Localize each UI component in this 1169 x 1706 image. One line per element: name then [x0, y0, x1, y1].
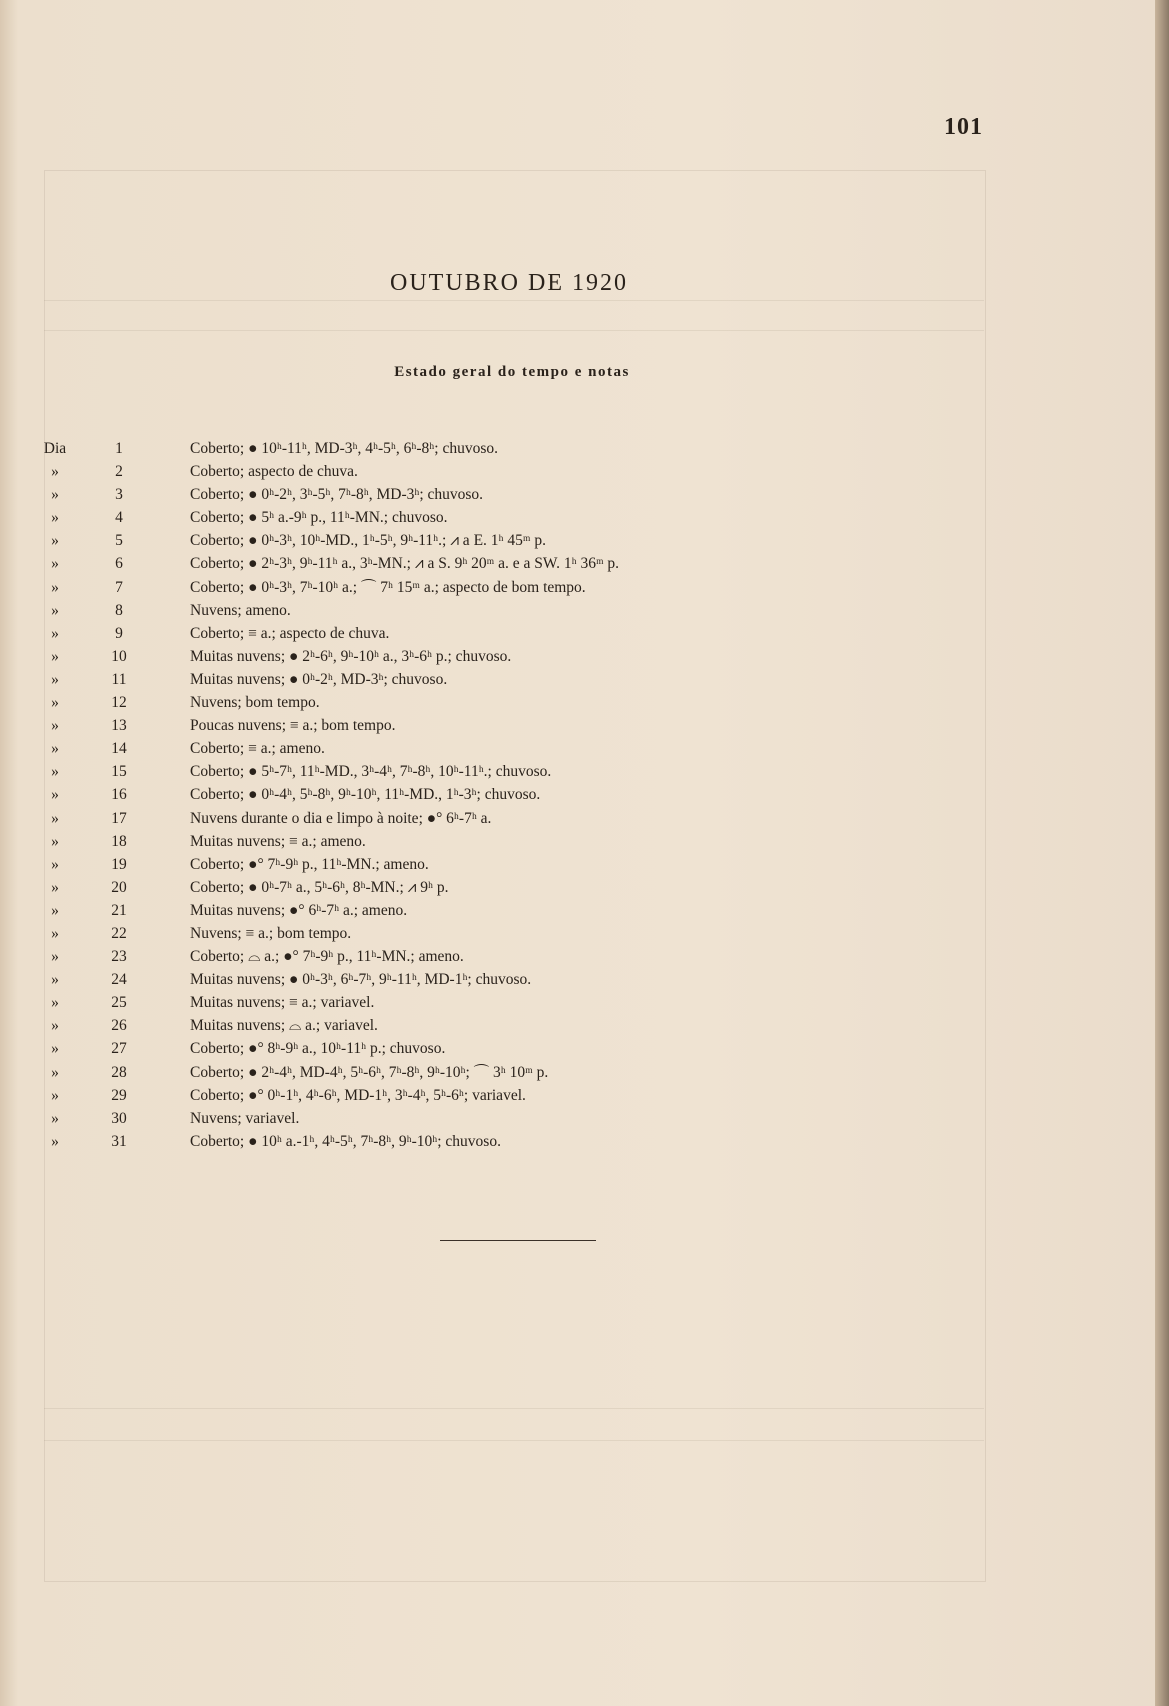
day-number: 23 [111, 948, 127, 966]
day-number: 18 [111, 832, 127, 850]
table-row [0, 783, 1169, 806]
day-number: 25 [111, 994, 127, 1012]
table-row [0, 645, 1169, 668]
weather-note: Coberto; ≡ a.; ameno. [190, 740, 325, 758]
page-number: 101 [944, 114, 983, 140]
day-number: 3 [115, 486, 123, 504]
ditto-mark: » [51, 1132, 59, 1150]
day-number: 2 [115, 463, 123, 481]
weather-note: Coberto; ● 0ʰ-7ʰ a., 5ʰ-6ʰ, 8ʰ-MN.; ⩘ 9ʰ p. [190, 878, 449, 896]
weather-note: Coberto; ● 5ʰ a.-9ʰ p., 11ʰ-MN.; chuvoso. [190, 509, 448, 527]
weather-note: Coberto; ● 5ʰ-7ʰ, 11ʰ-MD., 3ʰ-4ʰ, 7ʰ-8ʰ, 10ʰ-11ʰ.; chuvoso. [190, 763, 552, 781]
weather-note: Muitas nuvens; ⌓ a.; variavel. [190, 1017, 378, 1035]
ditto-mark: » [51, 1017, 59, 1035]
weather-note: Coberto; ● 0ʰ-3ʰ, 7ʰ-10ʰ a.; ⌒ 7ʰ 15ᵐ a.; aspecto de bom tempo. [190, 578, 586, 596]
weather-note: Muitas nuvens; ●° 6ʰ-7ʰ a.; ameno. [190, 901, 408, 919]
ditto-mark: » [51, 832, 59, 850]
table-row [0, 876, 1169, 899]
ditto-mark: » [51, 509, 59, 527]
weather-note: Coberto; ● 0ʰ-3ʰ, 10ʰ-MD., 1ʰ-5ʰ, 9ʰ-11ʰ.; ⩘ a E. 1ʰ 45ᵐ p. [190, 532, 546, 550]
day-number: 13 [111, 717, 127, 735]
day-number: 19 [111, 855, 127, 873]
weather-note: Muitas nuvens; ≡ a.; ameno. [190, 832, 366, 850]
table-row [0, 483, 1169, 506]
table-row [0, 737, 1169, 760]
day-number: 28 [111, 1063, 127, 1081]
table-row [0, 899, 1169, 922]
weather-note: Coberto; ●° 7ʰ-9ʰ p., 11ʰ-MN.; ameno. [190, 855, 429, 873]
day-number: 6 [115, 555, 123, 573]
ditto-mark: » [51, 717, 59, 735]
ditto-mark: » [51, 532, 59, 550]
weather-note: Coberto; ● 0ʰ-2ʰ, 3ʰ-5ʰ, 7ʰ-8ʰ, MD-3ʰ; chuvoso. [190, 486, 484, 504]
ditto-mark: » [51, 1063, 59, 1081]
table-row [0, 807, 1169, 830]
ditto-mark: » [51, 740, 59, 758]
day-number: 29 [111, 1086, 127, 1104]
weather-note: Nuvens; ≡ a.; bom tempo. [190, 924, 352, 942]
table-row [0, 437, 1169, 460]
bleed-through-line [44, 330, 984, 331]
ditto-mark: » [51, 1109, 59, 1127]
closing-rule [440, 1240, 596, 1241]
weather-note: Muitas nuvens; ≡ a.; variavel. [190, 994, 375, 1012]
weather-note: Coberto; ●° 0ʰ-1ʰ, 4ʰ-6ʰ, MD-1ʰ, 3ʰ-4ʰ, 5ʰ-6ʰ; variavel. [190, 1086, 526, 1104]
day-number: 24 [111, 971, 127, 989]
ditto-mark: » [51, 670, 59, 688]
day-number: 12 [111, 694, 127, 712]
day-number: 8 [115, 601, 123, 619]
table-row [0, 576, 1169, 599]
table-row [0, 945, 1169, 968]
ditto-mark: » [51, 555, 59, 573]
page-subtitle: Estado geral do tempo e notas [394, 364, 630, 380]
day-number: 9 [115, 624, 123, 642]
weather-note: Muitas nuvens; ● 0ʰ-2ʰ, MD-3ʰ; chuvoso. [190, 670, 448, 688]
day-number: 10 [111, 647, 127, 665]
bleed-through-line [44, 1440, 984, 1441]
weather-note: Nuvens; ameno. [190, 601, 291, 619]
table-row [0, 853, 1169, 876]
table-row [0, 691, 1169, 714]
table-row [0, 760, 1169, 783]
weather-note: Coberto; ● 2ʰ-3ʰ, 9ʰ-11ʰ a., 3ʰ-MN.; ⩘ a S. 9ʰ 20ᵐ a. e a SW. 1ʰ 36ᵐ p. [190, 555, 620, 573]
table-row [0, 622, 1169, 645]
ditto-mark: » [51, 855, 59, 873]
weather-note: Muitas nuvens; ● 0ʰ-3ʰ, 6ʰ-7ʰ, 9ʰ-11ʰ, MD-1ʰ; chuvoso. [190, 971, 532, 989]
weather-note: Coberto; ● 10ʰ-11ʰ, MD-3ʰ, 4ʰ-5ʰ, 6ʰ-8ʰ; chuvoso. [190, 440, 498, 457]
weather-note: Coberto; ● 2ʰ-4ʰ, MD-4ʰ, 5ʰ-6ʰ, 7ʰ-8ʰ, 9ʰ-10ʰ; ⌒ 3ʰ 10ᵐ p. [190, 1063, 549, 1081]
table-row [0, 1107, 1169, 1130]
day-number: 17 [111, 809, 127, 827]
ditto-mark: » [51, 601, 59, 619]
weather-note: Muitas nuvens; ● 2ʰ-6ʰ, 9ʰ-10ʰ a., 3ʰ-6ʰ p.; chuvoso. [190, 647, 512, 665]
bleed-through-line [44, 300, 984, 301]
table-row [0, 922, 1169, 945]
day-number: 14 [111, 740, 127, 758]
day-number: 26 [111, 1017, 127, 1035]
ditto-mark: » [51, 971, 59, 989]
table-row [0, 830, 1169, 853]
day-number: 20 [111, 878, 127, 896]
ditto-mark: » [51, 1086, 59, 1104]
ditto-mark: » [51, 878, 59, 896]
day-number: 11 [111, 670, 127, 688]
day-number: 31 [111, 1132, 127, 1150]
ditto-mark: » [51, 647, 59, 665]
day-number: 1 [115, 440, 123, 457]
table-row [0, 506, 1169, 529]
day-number: 7 [115, 578, 123, 596]
ditto-mark: » [51, 694, 59, 712]
table-row [0, 714, 1169, 737]
table-row [0, 991, 1169, 1014]
ditto-mark: » [51, 948, 59, 966]
table-row [0, 529, 1169, 552]
day-number: 15 [111, 763, 127, 781]
ditto-mark: » [51, 624, 59, 642]
ditto-mark: » [51, 486, 59, 504]
weather-note: Coberto; ⌓ a.; ●° 7ʰ-9ʰ p., 11ʰ-MN.; ameno. [190, 948, 464, 966]
table-row [0, 1061, 1169, 1084]
weather-note: Coberto; ≡ a.; aspecto de chuva. [190, 624, 390, 642]
ditto-mark: » [51, 901, 59, 919]
table-row [0, 552, 1169, 575]
ditto-mark: » [51, 463, 59, 481]
table-row [0, 1084, 1169, 1107]
page-title: OUTUBRO DE 1920 [390, 270, 628, 296]
ditto-mark: » [51, 1040, 59, 1058]
weather-notes-table [0, 437, 1169, 1153]
weather-note: Coberto; aspecto de chuva. [190, 463, 358, 481]
weather-note: Nuvens durante o dia e limpo à noite; ●° 6ʰ-7ʰ a. [190, 809, 492, 827]
ditto-mark: » [51, 994, 59, 1012]
day-number: 27 [111, 1040, 127, 1058]
ditto-mark: » [51, 924, 59, 942]
table-row [0, 599, 1169, 622]
bleed-through-line [44, 1408, 984, 1409]
day-number: 16 [111, 786, 127, 804]
weather-note: Coberto; ● 0ʰ-4ʰ, 5ʰ-8ʰ, 9ʰ-10ʰ, 11ʰ-MD., 1ʰ-3ʰ; chuvoso. [190, 786, 541, 804]
ditto-mark: » [51, 786, 59, 804]
weather-note: Nuvens; bom tempo. [190, 694, 320, 712]
weather-note: Poucas nuvens; ≡ a.; bom tempo. [190, 717, 396, 735]
weather-note: Coberto; ● 10ʰ a.-1ʰ, 4ʰ-5ʰ, 7ʰ-8ʰ, 9ʰ-10ʰ; chuvoso. [190, 1132, 501, 1150]
table-row [0, 968, 1169, 991]
ditto-mark: » [51, 763, 59, 781]
day-number: 4 [115, 509, 123, 527]
day-number: 21 [111, 901, 127, 919]
table-row [0, 1130, 1169, 1153]
ditto-mark: Dia [43, 440, 67, 457]
day-number: 5 [115, 532, 123, 550]
weather-note: Coberto; ●° 8ʰ-9ʰ a., 10ʰ-11ʰ p.; chuvoso. [190, 1040, 446, 1058]
weather-note: Nuvens; variavel. [190, 1109, 300, 1127]
day-number: 22 [111, 924, 127, 942]
ditto-mark: » [51, 578, 59, 596]
table-row [0, 668, 1169, 691]
day-number: 30 [111, 1109, 127, 1127]
table-row [0, 1014, 1169, 1037]
table-row [0, 1037, 1169, 1060]
ditto-mark: » [51, 809, 59, 827]
table-row [0, 460, 1169, 483]
